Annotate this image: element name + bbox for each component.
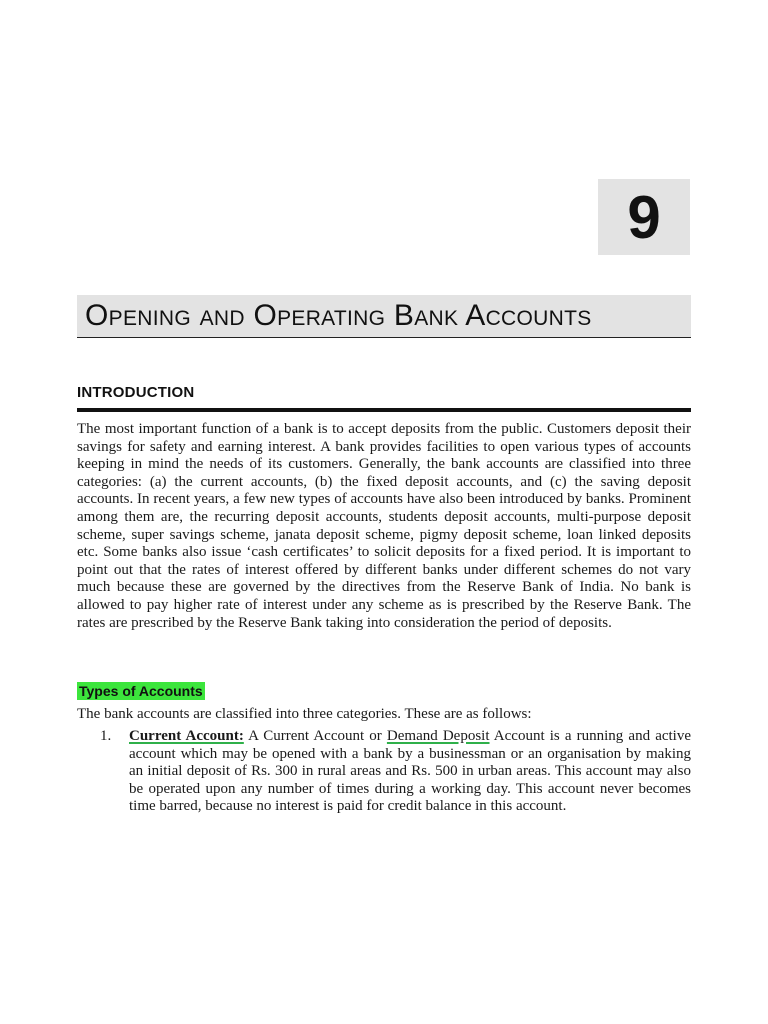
list-item-number: 1. [100,728,112,744]
chapter-title-band [77,295,691,338]
account-types-list [77,728,691,816]
classification-intro: The bank accounts are classified into three categories. These are as follows: [77,706,532,722]
current-account-term: Current Account: [129,728,244,744]
chapter-number-box [598,179,690,255]
chapter-number: 9 [627,183,661,251]
heading-rule [77,408,691,412]
demand-deposit-link[interactable]: Demand Deposit [386,728,490,744]
list-item [77,728,691,816]
types-of-accounts-heading: Types of Accounts [79,683,203,699]
text-before-link: A Current Account or [243,728,387,744]
text-after-link: Account is a running and active account which may be opened with a bank by a businessman or an organisation by making an initial deposit of Rs. 300 in rural areas and Rs. 500 in urban areas. This account may also be operated upon any number of times during a working day. This account never becomes time barred, because no interest is paid for credit balance in this account. [129,728,692,815]
introduction-heading: INTRODUCTION [77,384,195,401]
chapter-title: Opening and Operating Bank Accounts [85,299,592,332]
list-item-body [129,728,691,816]
introduction-paragraph: The most important function of a bank is to accept deposits from the public. Customers deposit their savings for safety and earning interest. A bank provides facilities to open various types of accounts keeping in mind the needs of its customers. Generally, the bank accounts are classified into three categories: (a) the current accounts, (b) the fixed deposit accounts, and (c) the saving deposit accounts. In recent years, a few new types of accounts have also been introduced by banks. Prominent among them are, the recurring deposit accounts, students deposit accounts, multi-purpose deposit scheme, super savings scheme, janata deposit scheme, pigmy deposit scheme, loan linked deposits etc. Some banks also issue ‘cash certificates’ to solicit deposits for a fixed period. It is important to point out that the rates of interest offered by different banks under different schemes do not vary much because these are governed by the directives from the Reserve Bank of India. No bank is allowed to pay higher rate of interest under any scheme as is prescribed by the Reserve Bank. The rates are prescribed by the Reserve Bank taking into consideration the period of deposits. [77,421,691,631]
